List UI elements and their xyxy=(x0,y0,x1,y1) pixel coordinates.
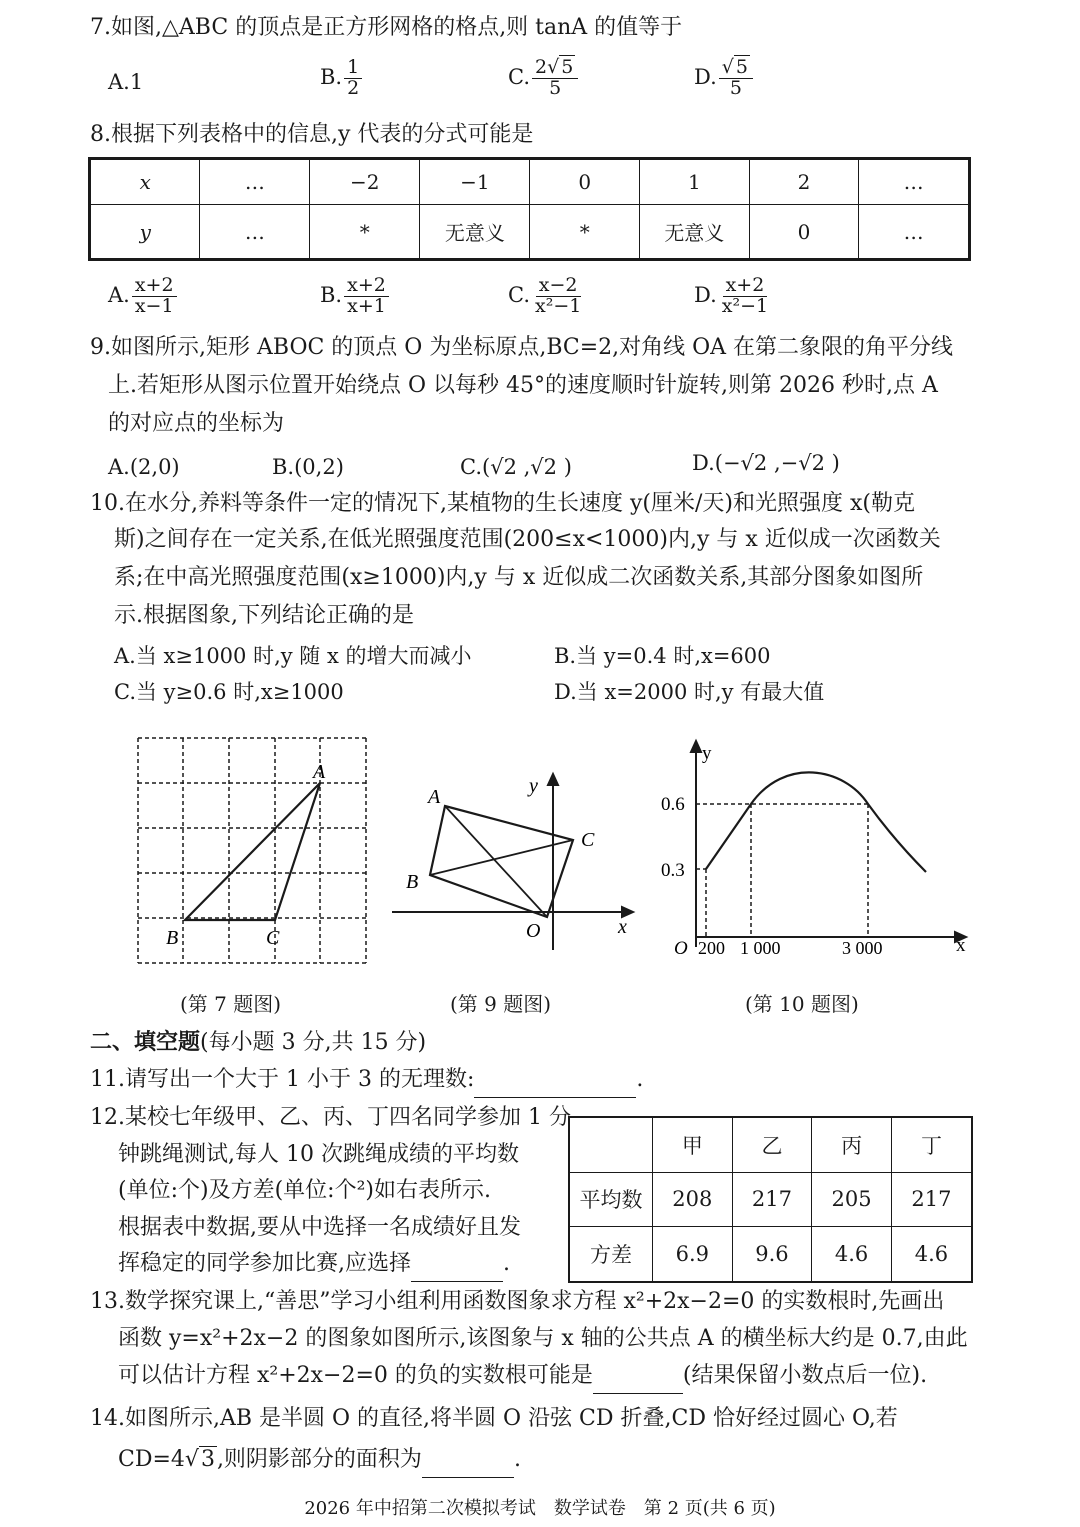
label-b: B xyxy=(166,927,179,949)
q12-table xyxy=(568,1116,973,1283)
table-cell xyxy=(569,1117,653,1172)
label-a: A xyxy=(428,786,441,808)
rectangle-aboc xyxy=(430,806,573,917)
axis-label-y: y xyxy=(702,743,712,764)
q7-option-c xyxy=(508,58,578,99)
table-cell: 0 xyxy=(749,205,859,260)
section-note: (每小题 3 分,共 15 分) xyxy=(200,1030,427,1055)
table-row-y xyxy=(90,205,970,260)
table-cell: 2 xyxy=(749,159,859,205)
fig7-caption: (第 7 题图) xyxy=(180,992,282,1016)
table-cell: 9.6 xyxy=(732,1227,812,1282)
table-cell: … xyxy=(859,205,970,260)
table-cell: 6.9 xyxy=(653,1227,733,1282)
table-cell: 4.6 xyxy=(812,1227,892,1282)
label-c: C xyxy=(581,829,595,851)
fraction: $\frac{√ 5}{5}$ xyxy=(719,58,753,99)
origin-label: O xyxy=(674,938,688,959)
tick-y-0.3: 0.3 xyxy=(661,860,685,881)
table-cell: 平均数 xyxy=(569,1172,653,1226)
fig9-rectangle-axes xyxy=(388,770,644,960)
table-cell: 205 xyxy=(812,1172,892,1226)
axis-label-y: y xyxy=(529,775,538,797)
page-footer: 2026 年中招第二次模拟考试 数学试卷 第 2 页(共 6 页) xyxy=(304,1498,776,1519)
fraction: $\frac{1}{2}$ xyxy=(344,58,362,99)
table-cell: x xyxy=(90,159,200,205)
q10-line-2: 斯)之间存在一定关系,在低光照强度范围(200≤x<1000)内,y 与 x 近似成一次函数关 xyxy=(114,527,941,552)
fig10-caption: (第 10 题图) xyxy=(745,992,859,1016)
q9-option-d: D.(−√2 ,−√2 ) xyxy=(692,451,840,475)
section-2-heading xyxy=(90,1024,426,1061)
table-cell: 217 xyxy=(891,1172,972,1226)
table-cell: * xyxy=(310,205,420,260)
table-cell: 217 xyxy=(732,1172,812,1226)
y-axis-arrow xyxy=(548,774,558,785)
tick-y-0.6: 0.6 xyxy=(661,794,685,815)
q10-line-4: 示.根据图象,下列结论正确的是 xyxy=(114,603,414,628)
diagonal-oa xyxy=(445,806,547,917)
q13-line-2: 函数 y=x²+2x−2 的图象如图所示,该图象与 x 轴的公共点 A 的横坐标大约是 0.7,由此 xyxy=(118,1326,968,1351)
fig10-function-graph xyxy=(654,737,974,962)
fig9-caption: (第 9 题图) xyxy=(450,992,552,1016)
diagonal-bc xyxy=(430,840,573,875)
q13-line-3: 可以估计方程 x²+2x−2=0 的负的实数根可能是 (结果保留小数点后一位). xyxy=(118,1358,927,1394)
guide-lines xyxy=(696,804,868,937)
table-cell: 208 xyxy=(653,1172,733,1226)
answer-blank xyxy=(474,1071,636,1098)
tick-x-200: 200 xyxy=(698,938,725,958)
q8-table xyxy=(88,157,971,261)
q8-option-a: A. $\frac{x+2}{x-1}$ xyxy=(108,276,177,317)
table-row-variance xyxy=(569,1227,972,1282)
label-o: O xyxy=(526,920,541,942)
table-cell: 丙 xyxy=(812,1117,892,1172)
q8-stem: 8.根据下列表格中的信息,y 代表的分式可能是 xyxy=(90,122,534,147)
q10-line-1: 10.在水分,养料等条件一定的情况下,某植物的生长速度 y(厘米/天)和光照强度 x(勒克 xyxy=(90,491,915,516)
q8-option-d: D. $\frac{x+2}{\text{x²−1}}$ xyxy=(694,276,771,317)
q11: 11.请写出一个大于 1 小于 3 的无理数: . xyxy=(90,1062,643,1098)
q9-option-c: C.(√2 ,√2 ) xyxy=(460,455,572,479)
option-label: B. xyxy=(320,64,343,89)
q8-option-c: C. $\frac{x-2}{\text{x²−1}}$ xyxy=(508,276,584,317)
table-cell: 无意义 xyxy=(639,205,749,260)
q9-option-b: B.(0,2) xyxy=(272,455,344,479)
q12-line-4: 根据表中数据,要从中选择一名成绩好且发 xyxy=(118,1215,521,1240)
table-cell: 甲 xyxy=(653,1117,733,1172)
table-cell: … xyxy=(200,159,310,205)
q14-line-1: 14.如图所示,AB 是半圆 O 的直径,将半圆 O 沿弦 CD 折叠,CD 恰好经过圆心 O,若 xyxy=(90,1406,898,1431)
q9-line-1: 9.如图所示,矩形 ABOC 的顶点 O 为坐标原点,BC=2,对角线 OA 在第二象限的角平分线 xyxy=(90,335,954,360)
axis-label-x: x xyxy=(618,916,627,938)
table-cell: −1 xyxy=(420,159,530,205)
tick-x-3000: 3 000 xyxy=(842,938,883,958)
answer-blank xyxy=(411,1255,503,1282)
table-row-header xyxy=(569,1117,972,1172)
table-cell: 4.6 xyxy=(891,1227,972,1282)
y-axis-arrow xyxy=(691,741,701,752)
q10-option-b: B.当 y=0.4 时,x=600 xyxy=(554,644,771,668)
table-cell: y xyxy=(90,205,200,260)
table-cell: 乙 xyxy=(732,1117,812,1172)
axis-label-x: x xyxy=(956,935,966,956)
q8-option-b: B. $\frac{x+2}{x+1}$ xyxy=(320,276,389,317)
q10-option-d: D.当 x=2000 时,y 有最大值 xyxy=(554,680,825,704)
q7-option-b xyxy=(320,58,362,99)
answer-blank xyxy=(422,1451,514,1478)
label-a: A xyxy=(313,761,326,783)
q14-line-2: CD=4√3,则阴影部分的面积为 . xyxy=(118,1442,521,1478)
label-b: B xyxy=(406,871,419,893)
q10-line-3: 系;在中高光照强度范围(x≥1000)内,y 与 x 近似成二次函数关系,其部分图象如图所 xyxy=(114,565,924,590)
q9-option-a: A.(2,0) xyxy=(108,455,180,479)
table-cell: 0 xyxy=(530,159,640,205)
fraction: $\frac{x+2}{\text{x²−1}}$ xyxy=(721,274,769,317)
table-cell: 无意义 xyxy=(420,205,530,260)
option-label: D. xyxy=(694,64,717,89)
triangle-abc xyxy=(185,783,320,920)
q9-line-3: 的对应点的坐标为 xyxy=(108,411,285,436)
q12-line-2: 钟跳绳测试,每人 10 次跳绳成绩的平均数 xyxy=(118,1142,519,1167)
q12-line-5: 挥稳定的同学参加比赛,应选择 . xyxy=(118,1246,510,1282)
label-c: C xyxy=(266,927,280,949)
fig7-grid-triangle xyxy=(130,730,380,975)
table-row-x xyxy=(90,159,970,205)
q12-line-3: (单位:个)及方差(单位:个²)如右表所示. xyxy=(118,1178,491,1203)
fraction: $\frac{x+2}{x-1}$ xyxy=(132,276,177,317)
table-cell: 丁 xyxy=(891,1117,972,1172)
tick-x-1000: 1 000 xyxy=(740,938,781,958)
curve xyxy=(706,772,926,872)
fraction: $\frac{2√ 5}{5}$ xyxy=(532,58,578,99)
answer-blank xyxy=(593,1367,683,1394)
q7-stem: 7.如图,△ABC 的顶点是正方形网格的格点,则 tanA 的值等于 xyxy=(90,15,683,40)
fraction: $\frac{x-2}{\text{x²−1}}$ xyxy=(535,274,582,317)
table-cell: … xyxy=(200,205,310,260)
q10-option-a: A.当 x≥1000 时,y 随 x 的增大而减小 xyxy=(114,644,472,668)
table-cell: 方差 xyxy=(569,1227,653,1282)
option-label: C. xyxy=(508,64,530,89)
table-cell: 1 xyxy=(639,159,749,205)
q12-line-1: 12.某校七年级甲、乙、丙、丁四名同学参加 1 分 xyxy=(90,1105,571,1130)
q7-option-d xyxy=(694,58,753,99)
table-cell: * xyxy=(530,205,640,260)
fraction: $\frac{x+2}{x+1}$ xyxy=(344,276,389,317)
table-row-mean xyxy=(569,1172,972,1226)
q9-line-2: 上.若矩形从图示位置开始绕点 O 以每秒 45°的速度顺时针旋转,则第 2026 秒时,点 A xyxy=(108,373,938,398)
q13-line-1: 13.数学探究课上,“善思”学习小组利用函数图象求方程 x²+2x−2=0 的实数根时,先画出 xyxy=(90,1289,945,1314)
section-title: 二、填空题 xyxy=(90,1029,201,1055)
table-cell: −2 xyxy=(310,159,420,205)
q7-option-a: A.1 xyxy=(108,70,144,94)
table-cell: … xyxy=(859,159,970,205)
q10-option-c: C.当 y≥0.6 时,x≥1000 xyxy=(114,680,344,704)
